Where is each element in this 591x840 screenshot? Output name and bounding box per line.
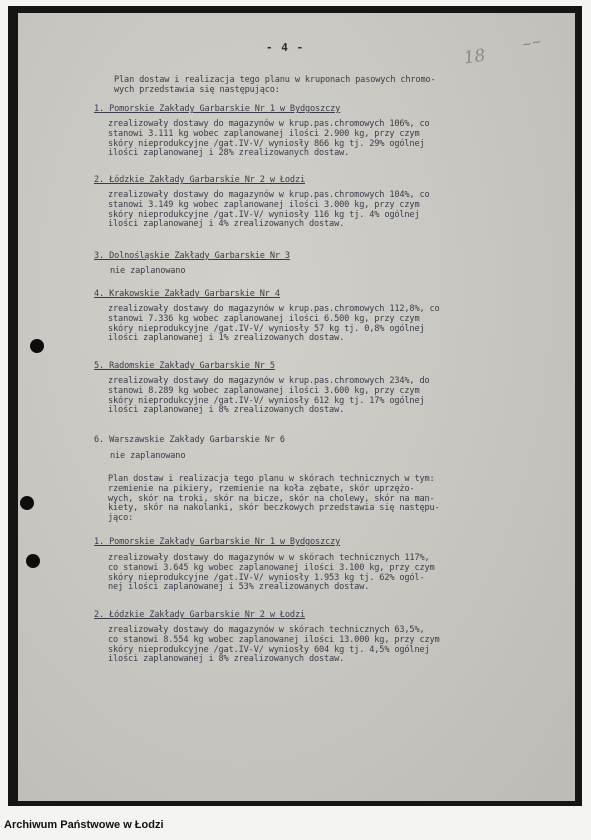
archive-label: Archiwum Państwowe w Łodzi <box>4 819 164 831</box>
heading-techniczne-zaklad-2: 2. Łódzkie Zakłady Garbarskie Nr 2 w Łodzi <box>94 610 306 620</box>
paragraph-zaklad-5: zrealizowały dostawy do magazynów w krup.pas.chromowych 234%, do stanowi 8.289 kg wobec zaplanowanej ilości 3.600 kg, przy czym skóry nieprodukcyjne /gat.IV-V/ wyniosły 612 kg tj. 17% ogólnej ilości zaplanowanej i 8% zrealizowanych dostaw. <box>108 376 430 416</box>
paragraph-techniczne-zaklad-1: zrealizowały dostawy do magazynów w w skórach technicznych 117%, co stanowi 3.645 kg wobec zaplanowanej ilości 3.100 kg, przy czym skóry nieprodukcyjne /gat.IV-V/ wyniosły 1.953 kg tj. 62% ogól- nej ilości zaplanowanej i 53% zrealizowanych dostaw. <box>108 553 435 593</box>
heading-zaklad-6: 6. Warszawskie Zakłady Garbarskie Nr 6 <box>94 435 285 445</box>
paragraph-zaklad-3: nie zaplanowano <box>110 266 186 276</box>
heading-zaklad-2: 2. Łódzkie Zakłady Garbarskie Nr 2 w Łodzi <box>94 175 306 185</box>
heading-zaklad-5: 5. Radomskie Zakłady Garbarskie Nr 5 <box>94 361 275 371</box>
paragraph-zaklad-2: zrealizowały dostawy do magazynów w krup.pas.chromowych 104%, co stanowi 3.149 kg wobec zaplanowanej ilości 3.000 kg, przy czym skóry nieprodukcyjne /gat.IV-V/ wyniosły 116 kg tj. 4% ogólnej ilości zaplanowanej i 4% zrealizowanych dostaw. <box>108 190 430 230</box>
archive-footer <box>0 807 591 840</box>
punch-hole <box>30 339 44 353</box>
typed-document <box>18 13 575 801</box>
document-frame <box>8 6 582 806</box>
pencil-page-number: 18 <box>462 45 487 69</box>
document-page <box>18 13 575 801</box>
paragraph-zaklad-6: nie zaplanowano <box>110 451 186 461</box>
pencil-annotation: ~~ <box>520 34 543 52</box>
paragraph-techniczne-zaklad-2: zrealizowały dostawy do magazynów w skórach technicznych 63,5%, co stanowi 8.554 kg wobec zaplanowanej ilości 13.000 kg, przy czym skóry nieprodukcyjne /gat.IV-V/ wyniosły 604 kg tj. 4,5% ogólnej ilości zaplanowanej i 8% zrealizowanych dostaw. <box>108 625 440 665</box>
paragraph-zaklad-1: zrealizowały dostawy do magazynów w krup.pas.chromowych 106%, co stanowi 3.111 kg wobec zaplanowanej ilości 2.900 kg, przy czym skóry nieprodukcyjne /gat.IV-V/ wyniosły 866 kg tj. 29% ogólnej ilości zaplanowanej i 28% zrealizowanych dostaw. <box>108 119 430 159</box>
page-number: - 4 - <box>266 41 305 54</box>
punch-hole <box>20 496 34 510</box>
punch-hole <box>26 554 40 568</box>
heading-zaklad-4: 4. Krakowskie Zakłady Garbarskie Nr 4 <box>94 289 280 299</box>
heading-techniczne-zaklad-1: 1. Pomorskie Zakłady Garbarskie Nr 1 w Bydgoszczy <box>94 537 341 547</box>
paragraph-zaklad-4: zrealizowały dostawy do magazynów w krup.pas.chromowych 112,8%, co stanowi 7.336 kg wobec zaplanowanej ilości 6.500 kg, przy czym skóry nieprodukcyjne /gat.IV-V/ wyniosły 57 kg tj. 0,8% ogólnej ilości zaplanowanej i 1% zrealizowanych dostaw. <box>108 304 440 344</box>
heading-zaklad-1: 1. Pomorskie Zakłady Garbarskie Nr 1 w Bydgoszczy <box>94 104 341 114</box>
intro-paragraph-pasowe: Plan dostaw i realizacja tego planu w kruponach pasowych chromo- wych przedstawia się następująco: <box>114 75 436 95</box>
intro-paragraph-techniczne: Plan dostaw i realizacja tego planu w skórach technicznych w tym: rzemienie na pikiery, rzemienie na koła zębate, skór uprzężo- wych, skór na troki, skór na bicze, skór na cholewy, skór na man- kiety, skór na nakolanki, skór beczkowych przedstawia się następu- jąco: <box>108 474 440 524</box>
heading-zaklad-3: 3. Dolnośląskie Zakłady Garbarskie Nr 3 <box>94 251 290 261</box>
